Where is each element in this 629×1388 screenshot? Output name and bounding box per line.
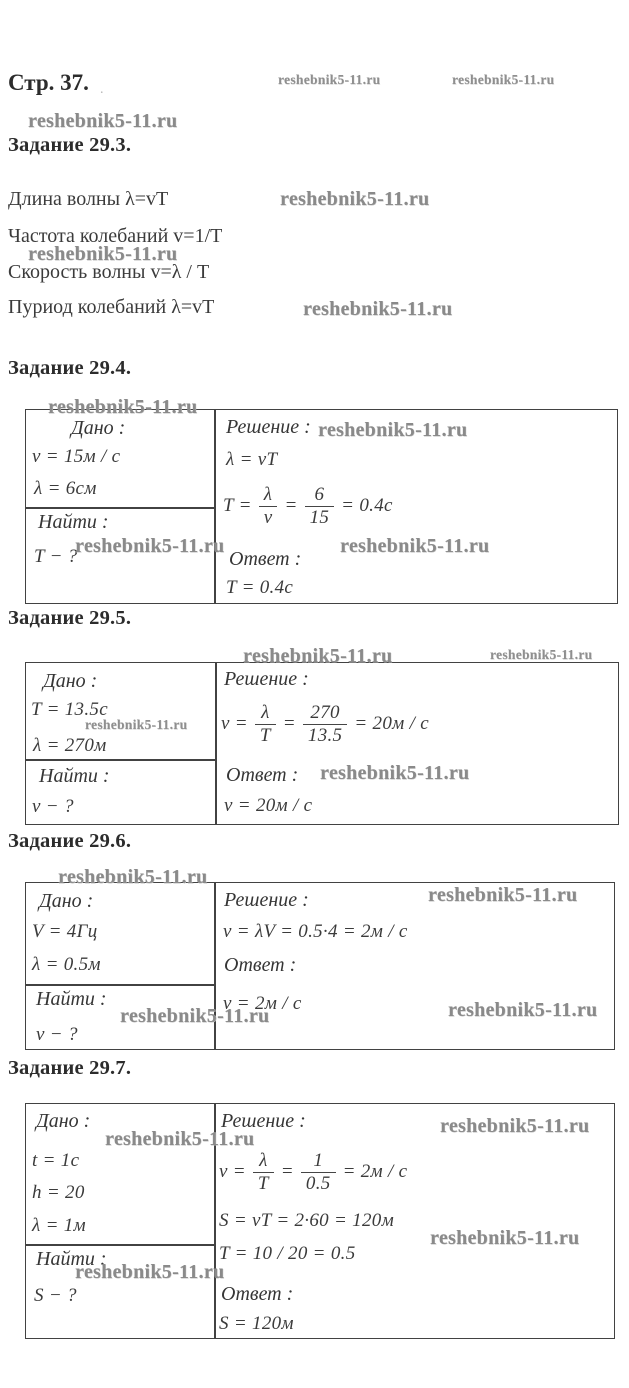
- find-value: v − ?: [36, 1024, 78, 1045]
- answer-label: Ответ :: [229, 548, 302, 570]
- answer-value: T = 0.4c: [226, 577, 294, 598]
- equation: [223, 476, 400, 536]
- given-label: Дано :: [39, 890, 94, 912]
- fraction-numerator: λ: [261, 702, 270, 724]
- find-value: S − ?: [34, 1285, 77, 1306]
- answer-label: Ответ :: [226, 764, 299, 786]
- table-29-6: [25, 882, 615, 1050]
- fraction: [253, 1150, 274, 1194]
- fraction-denominator: 0.5: [301, 1172, 336, 1194]
- fraction: [259, 484, 278, 528]
- given-label: Дано :: [36, 1110, 91, 1132]
- task-heading-29-3: Задание 29.3.: [8, 134, 132, 156]
- find-label: Найти :: [39, 765, 110, 787]
- page-title: Стр. 37.: [8, 70, 89, 95]
- given-value: h = 20: [32, 1182, 85, 1203]
- formula-line: Длина волны λ=vT: [8, 188, 169, 210]
- given-value: λ = 270м: [33, 735, 107, 756]
- fraction: [303, 702, 347, 746]
- watermark: reshebnik5-11.ru: [48, 396, 198, 418]
- given-value: λ = 6см: [34, 478, 97, 499]
- given-value: λ = 0.5м: [32, 954, 101, 975]
- solution-line: v = λV = 0.5·4 = 2м / с: [223, 921, 408, 942]
- equation-rhs: = 0.4c: [341, 495, 393, 516]
- fraction-numerator: 270: [310, 702, 340, 724]
- answer-label: Ответ :: [221, 1283, 294, 1305]
- equals-sign: =: [280, 1161, 294, 1182]
- watermark: reshebnik5-11.ru: [28, 243, 178, 265]
- solution-line: S = vT = 2·60 = 120м: [219, 1210, 394, 1231]
- find-label: Найти :: [36, 988, 107, 1010]
- task-heading-29-4: Задание 29.4.: [8, 357, 132, 379]
- column-divider: [214, 410, 216, 603]
- watermark: reshebnik5-11.ru: [28, 110, 178, 132]
- fraction-numerator: 1: [313, 1150, 324, 1172]
- given-value: v = 15м / с: [32, 446, 121, 467]
- row-divider: [26, 984, 214, 986]
- equation-rhs: = 2м / с: [342, 1161, 408, 1182]
- given-label: Дано :: [43, 670, 98, 692]
- find-value: v − ?: [32, 796, 74, 817]
- fraction-denominator: v: [259, 506, 278, 528]
- fraction-denominator: 13.5: [303, 724, 347, 746]
- watermark: reshebnik5-11.ru: [340, 535, 490, 557]
- watermark: reshebnik5-11.ru: [280, 188, 430, 210]
- fraction: [305, 484, 335, 528]
- solution-line: T = 10 / 20 = 0.5: [219, 1243, 356, 1264]
- find-label: Найти :: [36, 1248, 107, 1270]
- watermark: reshebnik5-11.ru: [490, 647, 593, 662]
- watermark: reshebnik5-11.ru: [440, 1115, 590, 1137]
- solution-label: Решение :: [224, 889, 309, 911]
- equation: [221, 692, 436, 756]
- watermark: reshebnik5-11.ru: [58, 866, 208, 888]
- given-value: T = 13.5c: [31, 699, 108, 720]
- solution-label: Решение :: [224, 668, 309, 690]
- table-29-5: [25, 662, 619, 825]
- watermark: reshebnik5-11.ru: [75, 535, 225, 557]
- fraction-denominator: 15: [305, 506, 335, 528]
- equals-sign: =: [282, 713, 296, 734]
- task-heading-29-7: Задание 29.7.: [8, 1057, 132, 1079]
- watermark: reshebnik5-11.ru: [75, 1261, 225, 1283]
- watermark: reshebnik5-11.ru: [303, 298, 453, 320]
- fraction: [301, 1150, 336, 1194]
- watermark: reshebnik5-11.ru: [318, 419, 468, 441]
- find-label: Найти :: [38, 511, 109, 533]
- answer-value: v = 20м / с: [224, 795, 313, 816]
- given-value: V = 4Гц: [32, 921, 98, 942]
- formula-line: Пуриод колебаний λ=vT: [8, 296, 215, 318]
- watermark: reshebnik5-11.ru: [448, 999, 598, 1021]
- column-divider: [215, 663, 217, 824]
- equation-rhs: = 20м / с: [354, 713, 429, 734]
- watermark: reshebnik5-11.ru: [243, 645, 393, 667]
- equals-sign: =: [284, 495, 298, 516]
- watermark: reshebnik5-11.ru: [452, 72, 555, 87]
- watermark: reshebnik5-11.ru: [120, 1005, 270, 1027]
- fraction-numerator: λ: [259, 1150, 268, 1172]
- row-divider: [26, 507, 214, 509]
- formula-line: Частота колебаний v=1/T: [8, 225, 223, 247]
- answer-value: S = 120м: [219, 1313, 294, 1334]
- fraction-numerator: 6: [314, 484, 325, 506]
- find-value: T − ?: [34, 546, 78, 567]
- equation-lhs: v =: [219, 1161, 246, 1182]
- watermark: reshebnik5-11.ru: [430, 1227, 580, 1249]
- watermark: reshebnik5-11.ru: [85, 717, 188, 732]
- fraction-denominator: T: [253, 1172, 274, 1194]
- solution-line: λ = vT: [226, 449, 278, 470]
- watermark: reshebnik5-11.ru: [278, 72, 381, 87]
- fraction: [255, 702, 276, 746]
- task-heading-29-6: Задание 29.6.: [8, 830, 132, 852]
- solution-label: Решение :: [221, 1110, 306, 1132]
- equation: [219, 1142, 414, 1202]
- answer-label: Ответ :: [224, 954, 297, 976]
- page-title-mark: .: [100, 82, 104, 97]
- row-divider: [26, 759, 215, 761]
- fraction-numerator: λ: [263, 484, 273, 506]
- formula-line: Скорость волны v=λ / T: [8, 261, 210, 283]
- solution-label: Решение :: [226, 416, 311, 438]
- row-divider: [26, 1244, 214, 1246]
- equation-lhs: v =: [221, 713, 248, 734]
- given-value: λ = 1м: [32, 1215, 86, 1236]
- given-label: Дано :: [71, 417, 126, 439]
- equation-lhs: T =: [223, 495, 252, 516]
- given-value: t = 1c: [32, 1150, 80, 1171]
- watermark: reshebnik5-11.ru: [105, 1128, 255, 1150]
- answer-value: v = 2м / с: [223, 993, 302, 1014]
- watermark: reshebnik5-11.ru: [428, 884, 578, 906]
- fraction-denominator: T: [255, 724, 276, 746]
- watermark: reshebnik5-11.ru: [320, 762, 470, 784]
- task-heading-29-5: Задание 29.5.: [8, 607, 132, 629]
